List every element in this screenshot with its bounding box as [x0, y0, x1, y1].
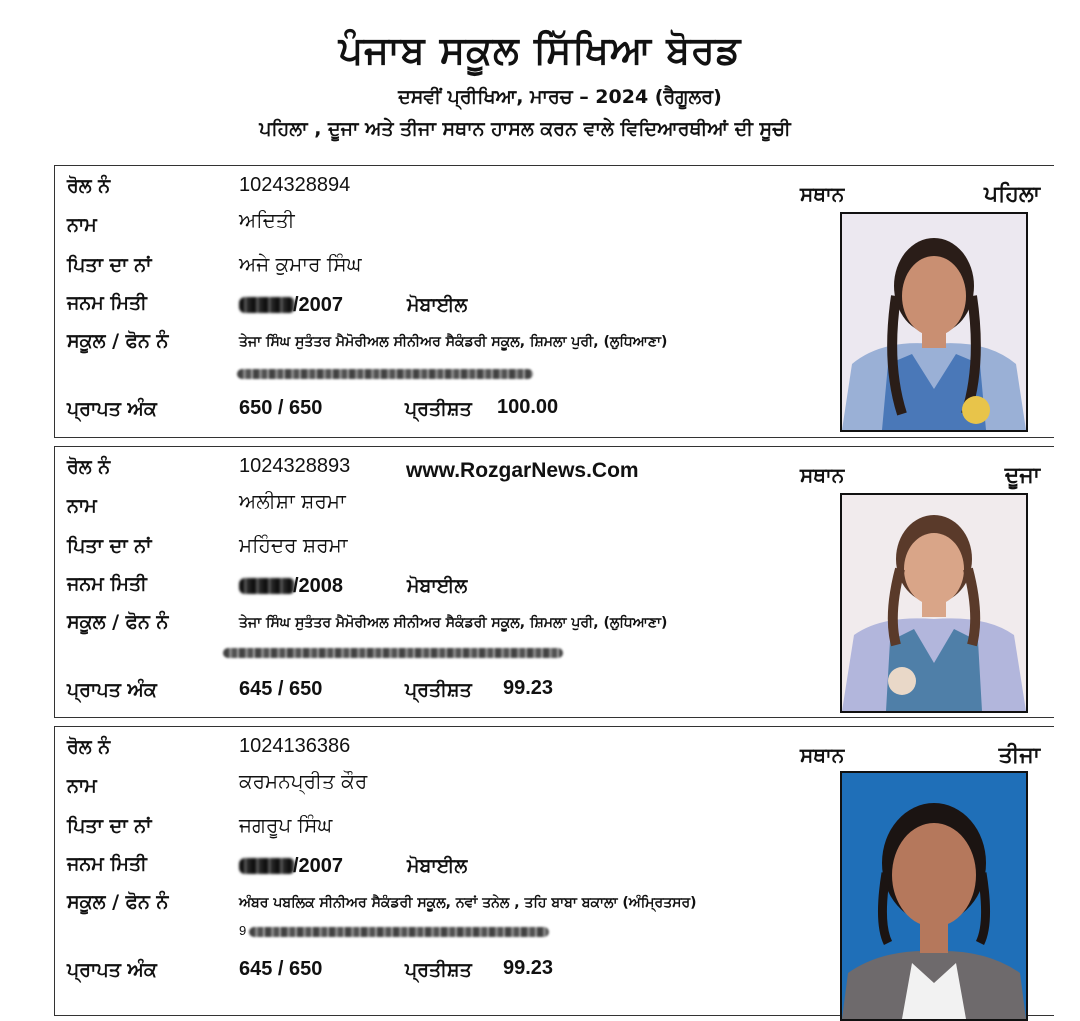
father-label: ਪਿਤਾ ਦਾ ਨਾਂ: [67, 815, 152, 837]
roll-number: 1024136386: [239, 735, 351, 757]
marks-label: ਪ੍ਰਾਪਤ ਅੰਕ: [67, 959, 157, 981]
school-name: ਤੇਜਾ ਸਿੰਘ ਸੁਤੰਤਰ ਮੈਮੋਰੀਅਲ ਸੀਨੀਅਰ ਸੈਕੰਡਰੀ ਸਕੂਲ, ਸ਼ਿਮਲਾ ਪੁਰੀ, (ਲੁਧਿਆਣਾ): [239, 615, 668, 631]
percent-label: ਪ੍ਰਤੀਸ਼ਤ: [405, 959, 472, 981]
student-photo: [840, 493, 1028, 713]
student-card-second: [54, 446, 1054, 718]
student-photo: [840, 212, 1028, 432]
dob-year: /2007: [293, 294, 344, 316]
student-photo: [840, 771, 1028, 1021]
dob-label: ਜਨਮ ਮਿਤੀ: [67, 853, 147, 875]
phone-redacted: [237, 369, 533, 379]
list-title: ਪਹਿਲਾ , ਦੂਜਾ ਅਤੇ ਤੀਜਾ ਸਥਾਨ ਹਾਸਲ ਕਰਨ ਵਾਲੇ ਵਿਦਿਆਰਥੀਆਂ ਦੀ ਸੂਚੀ: [259, 118, 791, 140]
mobile-label: ਮੋਬਾਈਲ: [407, 294, 468, 316]
student-photo-image: [842, 495, 1026, 711]
mobile-label: ਮੋਬਾਈਲ: [407, 575, 468, 597]
roll-label: ਰੋਲ ਨੰ: [67, 736, 111, 758]
roll-number: 1024328893: [239, 455, 351, 477]
student-name: ਅਦਿਤੀ: [239, 208, 295, 232]
marks-value: 650 / 650: [239, 397, 323, 419]
dob-year: /2007: [293, 855, 344, 877]
position-label: ਸਥਾਨ: [800, 743, 845, 767]
name-label: ਨਾਮ: [67, 775, 97, 797]
father-label: ਪਿਤਾ ਦਾ ਨਾਂ: [67, 535, 152, 557]
father-name: ਜਗਰੂਪ ਸਿੰਘ: [239, 813, 333, 837]
school-name: ਅੰਬਰ ਪਬਲਿਕ ਸੀਨੀਅਰ ਸੈਕੰਡਰੀ ਸਕੂਲ, ਨਵਾਂ ਤਨੇਲ , ਤਹਿ ਬਾਬਾ ਬਕਾਲਾ (ਅੰਮ੍ਰਿਤਸਰ): [239, 895, 697, 911]
rank-value: ਤੀਜਾ: [998, 743, 1040, 768]
father-name: ਅਜੇ ਕੁਮਾਰ ਸਿੰਘ: [239, 252, 362, 276]
father-label: ਪਿਤਾ ਦਾ ਨਾਂ: [67, 254, 152, 276]
school-name: ਤੇਜਾ ਸਿੰਘ ਸੁਤੰਤਰ ਮੈਮੋਰੀਅਲ ਸੀਨੀਅਰ ਸੈਕੰਡਰੀ ਸਕੂਲ, ਸ਼ਿਮਲਾ ਪੁਰੀ, (ਲੁਧਿਆਣਾ): [239, 334, 668, 350]
dob-label: ਜਨਮ ਮਿਤੀ: [67, 292, 147, 314]
percent-value: 99.23: [503, 677, 554, 699]
exam-subtitle: ਦਸਵੀਂ ਪ੍ਰੀਖਿਆ, ਮਾਰਚ – 2024 (ਰੈਗੂਲਰ): [398, 86, 722, 108]
dob-redacted: [239, 297, 295, 313]
marks-label: ਪ੍ਰਾਪਤ ਅੰਕ: [67, 679, 157, 701]
percent-label: ਪ੍ਰਤੀਸ਼ਤ: [405, 679, 472, 701]
name-label: ਨਾਮ: [67, 495, 97, 517]
page-title: ਪੰਜਾਬ ਸਕੂਲ ਸਿੱਖਿਆ ਬੋਰਡ: [338, 28, 742, 72]
position-label: ਸਥਾਨ: [800, 182, 845, 206]
rank-value: ਦੂਜਾ: [1004, 463, 1040, 488]
student-card-first: [54, 165, 1054, 438]
position-label: ਸਥਾਨ: [800, 463, 845, 487]
roll-number: 1024328894: [239, 174, 351, 196]
watermark: www.RozgarNews.Com: [406, 459, 639, 482]
mobile-label: ਮੋਬਾਈਲ: [407, 855, 468, 877]
phone-redacted: [223, 648, 563, 658]
school-label: ਸਕੂਲ / ਫੋਨ ਨੰ: [67, 330, 169, 352]
dob-year: /2008: [293, 575, 344, 597]
roll-label: ਰੋਲ ਨੰ: [67, 456, 111, 478]
student-card-third: [54, 726, 1054, 1016]
student-name: ਕਰਮਨਪ੍ਰੀਤ ਕੌਰ: [239, 769, 368, 793]
student-photo-image: [842, 214, 1026, 430]
school-label: ਸਕੂਲ / ਫੋਨ ਨੰ: [67, 891, 169, 913]
percent-label: ਪ੍ਰਤੀਸ਼ਤ: [405, 398, 472, 420]
father-name: ਮਹਿੰਦਰ ਸ਼ਰਮਾ: [239, 533, 348, 557]
marks-value: 645 / 650: [239, 958, 323, 980]
marks-label: ਪ੍ਰਾਪਤ ਅੰਕ: [67, 398, 157, 420]
phone-prefix: 9: [239, 923, 247, 938]
dob-redacted: [239, 858, 295, 874]
dob-label: ਜਨਮ ਮਿਤੀ: [67, 573, 147, 595]
school-label: ਸਕੂਲ / ਫੋਨ ਨੰ: [67, 611, 169, 633]
phone-redacted: [249, 927, 549, 937]
percent-value: 99.23: [503, 957, 554, 979]
marks-value: 645 / 650: [239, 678, 323, 700]
percent-value: 100.00: [497, 396, 559, 418]
student-photo-image: [842, 773, 1026, 1019]
rank-value: ਪਹਿਲਾ: [984, 182, 1040, 207]
dob-redacted: [239, 578, 295, 594]
student-name: ਅਲੀਸ਼ਾ ਸ਼ਰਮਾ: [239, 489, 346, 513]
name-label: ਨਾਮ: [67, 214, 97, 236]
roll-label: ਰੋਲ ਨੰ: [67, 175, 111, 197]
